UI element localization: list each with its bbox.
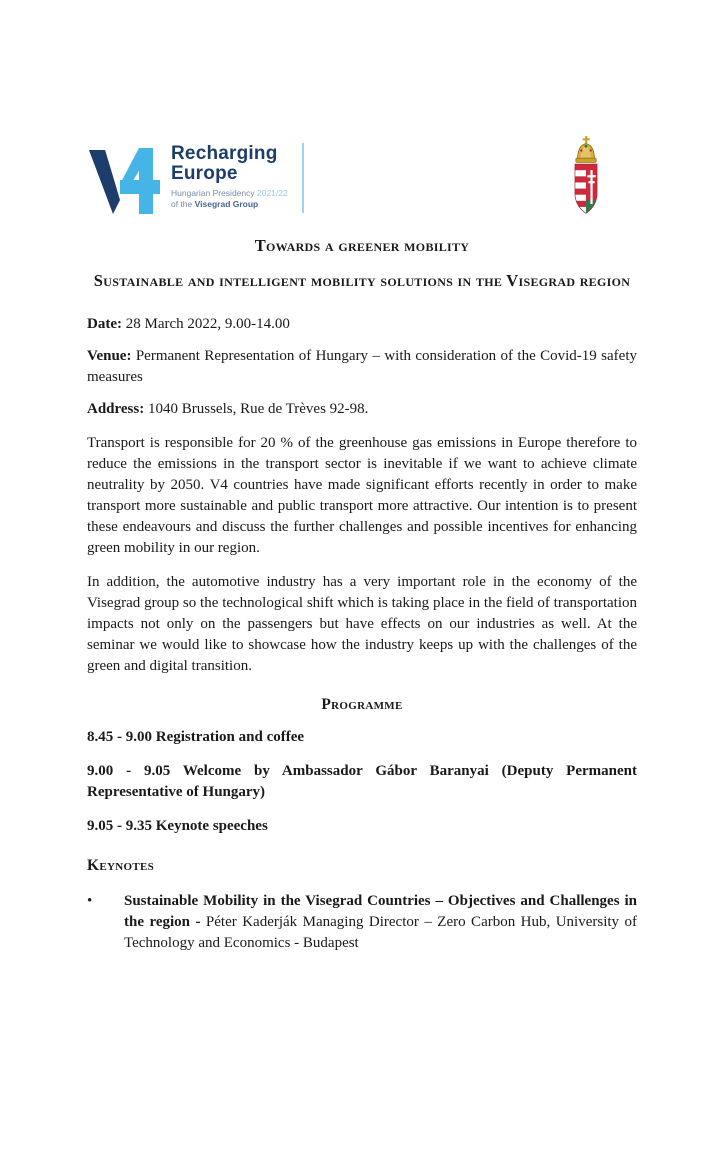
- programme-item-welcome: 9.00 - 9.05 Welcome by Ambassador Gábor Baranyai (Deputy Permanent Representative of Hungary): [87, 763, 637, 800]
- keynote-text: [124, 891, 637, 954]
- tagline-year: 2021/22: [257, 188, 288, 198]
- logo-tagline: [171, 188, 288, 210]
- detail-address-label: Address:: [87, 401, 145, 417]
- keynote-speaker: Péter Kaderják Managing Director – Zero Carbon Hub, University of Technology and Economics - Budapest: [124, 914, 637, 951]
- document-title: Towards a greener mobility: [254, 236, 470, 255]
- programme-item-registration: 8.45 - 9.00 Registration and coffee: [87, 729, 305, 745]
- logo-title-line1: Recharging: [171, 143, 278, 164]
- detail-venue: [87, 346, 637, 388]
- bullet-icon: •: [87, 893, 93, 909]
- detail-venue-value: Permanent Representation of Hungary – with consideration of the Covid-19 safety measures: [87, 348, 637, 385]
- tagline-group: Visegrad Group: [194, 199, 259, 209]
- event-details: [87, 314, 637, 420]
- programme-heading: Programme: [321, 696, 403, 713]
- keynote-title: Sustainable Mobility in the Visegrad Countries – Objectives and Challenges in the region -: [124, 893, 637, 930]
- v4-logo-icon: [87, 138, 165, 216]
- intro-paragraph-2: In addition, the automotive industry has a very important role in the economy of the Visegrad group so the technological shift which is taking place in the field of transportation impacts not only on the passengers but have effects on our industries as well. At the seminar we would like to showcase how the industry keeps up with the challenges of the green and digital transition.: [87, 574, 637, 674]
- detail-date-label: Date:: [87, 316, 122, 332]
- intro-paragraph-1: Transport is responsible for 20 % of the greenhouse gas emissions in Europe therefore to reduce the emissions in the transport sector is inevitable if we want to achieve climate neutrality by 2050. V4 countries have made significant efforts recently in order to make transport more sustainable and public transport more attractive. Our intention is to present these endeavours and discuss the further challenges and possible incentives for enhancing green mobility in our region.: [87, 435, 637, 556]
- document-subtitle: Sustainable and intelligent mobility solutions in the Visegrad region: [93, 271, 631, 290]
- tagline-of-the: of the: [171, 199, 195, 209]
- header-logo-row: [87, 138, 637, 216]
- detail-date: [87, 314, 637, 335]
- programme-item-keynote-speeches: 9.05 - 9.35 Keynote speeches: [87, 818, 268, 834]
- detail-date-value: 28 March 2022, 9.00-14.00: [121, 316, 290, 332]
- detail-venue-label: Venue:: [87, 348, 132, 364]
- hungarian-coat-of-arms-icon: [569, 136, 603, 216]
- detail-address-value: 1040 Brussels, Rue de Trèves 92-98.: [144, 401, 369, 417]
- keynotes-heading: Keynotes: [87, 857, 155, 874]
- keynote-list-item: [87, 891, 637, 954]
- document-page: [0, 138, 724, 1162]
- logo-title-line2: Europe: [171, 163, 238, 184]
- v4-logo-text: [171, 144, 288, 210]
- logo-divider: [302, 143, 304, 213]
- v4-recharging-europe-logo: [87, 138, 304, 216]
- tagline-presidency: Hungarian Presidency: [171, 188, 257, 198]
- detail-address: [87, 399, 637, 420]
